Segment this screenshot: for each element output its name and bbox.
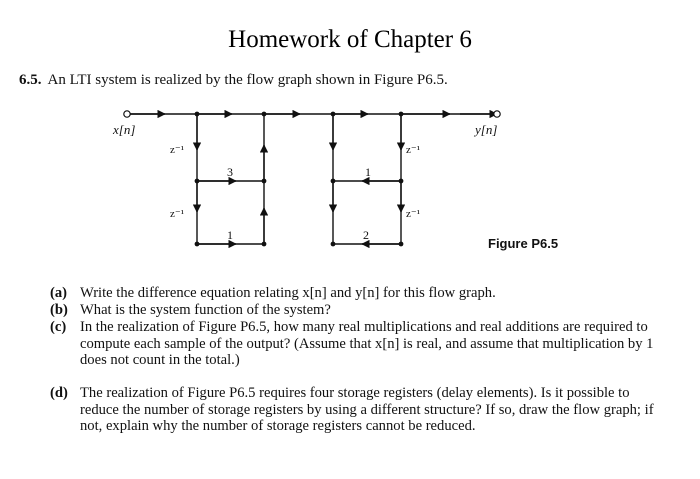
node [262,112,267,117]
coefficient-label: 1 [365,165,371,179]
question-text: What is the system function of the system? [80,302,331,318]
node [262,242,267,247]
node [331,179,336,184]
delay-label: z⁻¹ [406,144,420,156]
question-text: In the realization of Figure P6.5, how many real multiplications and real additions are required to compute each sample of the output? (Assume that x[n] is real, and assume that multiplication by 1 does not count in the total.) [80,319,654,369]
node [262,179,267,184]
question-label: (a) [50,285,68,301]
coefficient-label: 1 [227,228,233,242]
question-label: (d) [50,385,68,401]
figure-caption: Figure P6.5 [488,236,559,251]
coefficient-label: 3 [227,165,233,179]
question-a [50,285,670,302]
delay-label: z⁻¹ [406,208,420,220]
node [195,112,200,117]
node [331,242,336,247]
node [399,112,404,117]
question-label: (c) [50,319,67,335]
coefficient-label: 2 [363,228,369,242]
delay-label: z⁻¹ [170,208,184,220]
page-title: Homework of Chapter 6 [228,26,472,53]
question-text: Write the difference equation relating x[n] and y[n] for this flow graph. [80,285,496,301]
output-label: y[n] [475,122,498,137]
question-text: The realization of Figure P6.5 requires four storage registers (delay elements). Is it possible to reduce the number of storage registers by using a different structure? If so, draw the flow graph; if not, explain why the number of storage registers cannot be reduced. [80,385,654,435]
question-d [50,385,670,435]
delay-label: z⁻¹ [170,144,184,156]
problem-number: 6.5. [19,72,42,88]
input-node [124,111,130,117]
question-c [50,319,670,369]
node [399,242,404,247]
question-b [50,302,670,319]
node [399,179,404,184]
problem-text: An LTI system is realized by the flow graph shown in Figure P6.5. [47,72,448,88]
node [195,242,200,247]
node [195,179,200,184]
question-label: (b) [50,302,68,318]
output-node [494,111,500,117]
node [331,112,336,117]
input-label: x[n] [113,122,136,137]
